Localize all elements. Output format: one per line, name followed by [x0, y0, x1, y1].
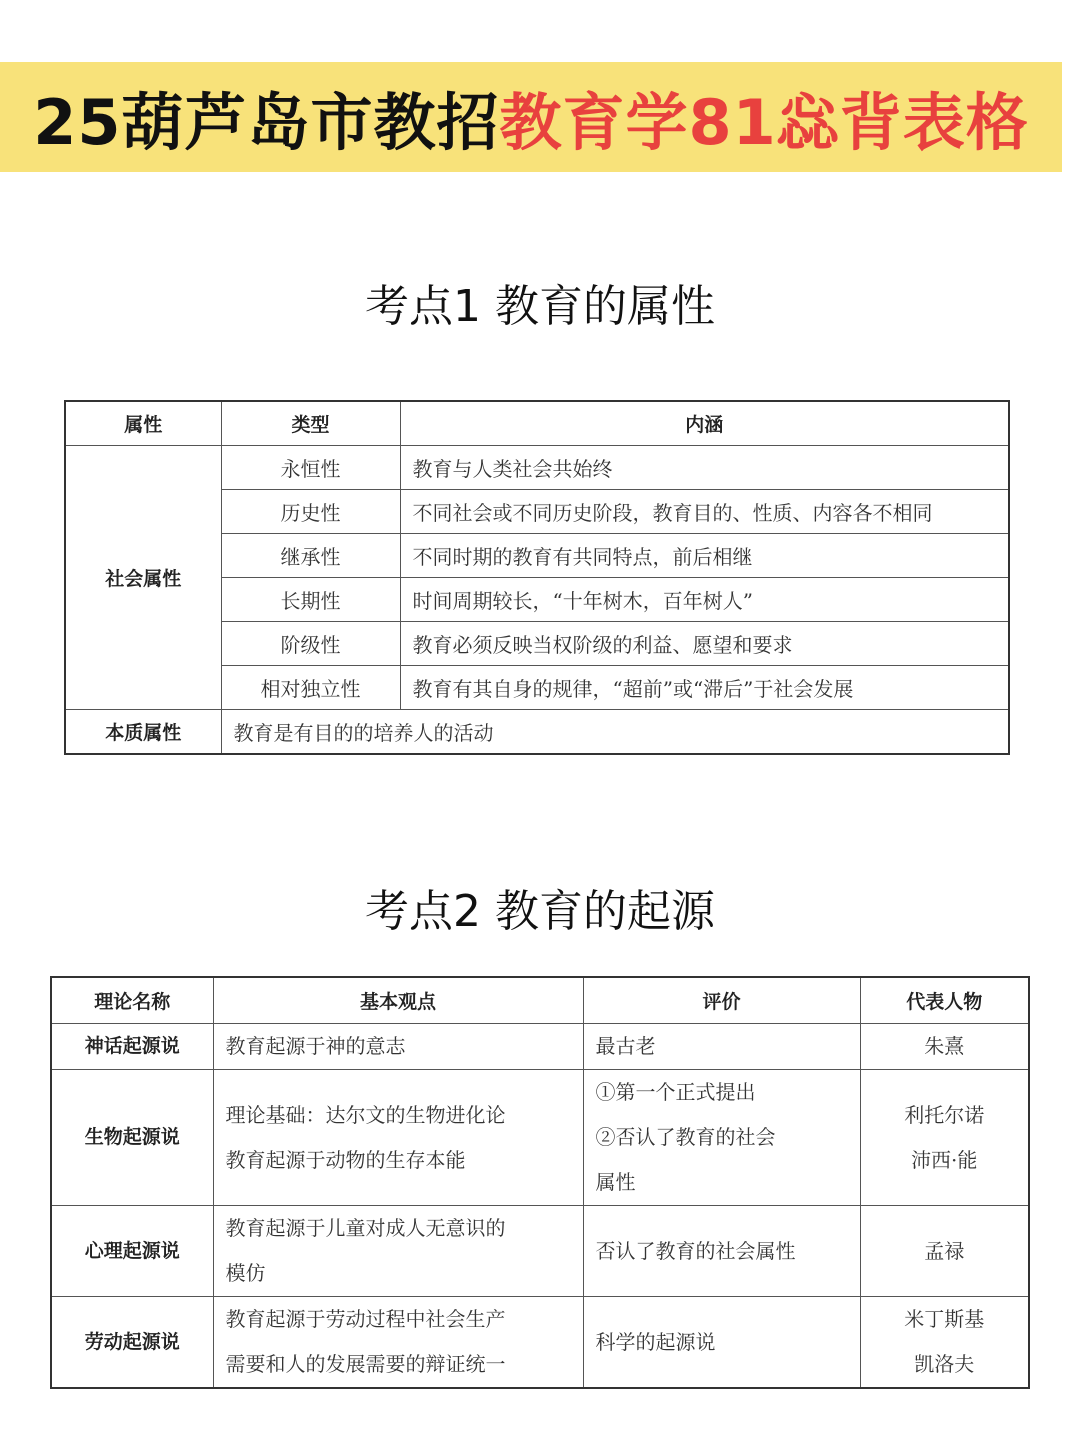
- view-line: 教育起源于儿童对成人无意识的: [225, 1216, 506, 1240]
- section1-title: 考点1 教育的属性: [365, 281, 715, 332]
- view-cell: [213, 1070, 583, 1206]
- person-name: 孟禄: [924, 1238, 965, 1263]
- view-cell: [213, 1297, 583, 1389]
- evaluation-line: 最古老: [595, 1034, 656, 1058]
- essence-attr-cell: 本质属性: [65, 710, 221, 755]
- title-black-part: 25葫芦岛市教招: [33, 85, 500, 159]
- evaluation-cell: [583, 1206, 860, 1297]
- content-cell: 教育有其自身的规律，“超前”或“滞后”于社会发展: [400, 666, 1009, 710]
- content-cell: 时间周期较长，“十年树木，百年树人”: [400, 578, 1009, 622]
- header-theory: 理论名称: [51, 977, 213, 1024]
- theory-name-cell: 心理起源说: [51, 1206, 213, 1297]
- header-attr: 属性: [65, 401, 221, 446]
- table-header-row: [51, 977, 1029, 1024]
- person-name: 朱熹: [924, 1034, 965, 1058]
- header-type: 类型: [221, 401, 400, 446]
- section2-title: 考点2 教育的起源: [365, 886, 715, 937]
- people-cell: [860, 1024, 1029, 1070]
- person-name: 凯洛夫: [914, 1352, 975, 1376]
- view-cell: [213, 1024, 583, 1070]
- essence-content-cell: 教育是有目的的培养人的活动: [221, 710, 1009, 755]
- table-header-row: [65, 401, 1009, 446]
- evaluation-cell: [583, 1297, 860, 1389]
- evaluation-line: 属性: [595, 1170, 636, 1194]
- people-cell: [860, 1297, 1029, 1389]
- type-cell: 阶级性: [221, 622, 400, 666]
- header-content: 内涵: [400, 401, 1009, 446]
- table-row: [51, 1024, 1029, 1070]
- type-cell: 继承性: [221, 534, 400, 578]
- view-line: 教育起源于动物的生存本能: [225, 1147, 466, 1172]
- person-name: 沛西·能: [911, 1147, 978, 1172]
- evaluation-line: 否认了教育的社会属性: [595, 1238, 796, 1263]
- type-cell: 永恒性: [221, 446, 400, 490]
- content-cell: 不同社会或不同历史阶段，教育目的、性质、内容各不相同: [400, 490, 1009, 534]
- table-row: [65, 446, 1009, 490]
- theory-name-cell: 生物起源说: [51, 1070, 213, 1206]
- table-row: [51, 1070, 1029, 1206]
- table-row: [51, 1206, 1029, 1297]
- type-cell: 历史性: [221, 490, 400, 534]
- content-cell: 教育与人类社会共始终: [400, 446, 1009, 490]
- view-cell: [213, 1206, 583, 1297]
- type-cell: 相对独立性: [221, 666, 400, 710]
- content-cell: 不同时期的教育有共同特点，前后相继: [400, 534, 1009, 578]
- person-name: 米丁斯基: [904, 1307, 985, 1331]
- view-line: 模仿: [225, 1261, 266, 1285]
- evaluation-line: ①第一个正式提出: [595, 1080, 756, 1104]
- header-people: 代表人物: [860, 977, 1029, 1024]
- evaluation-cell: [583, 1070, 860, 1206]
- view-line: 教育起源于神的意志: [225, 1034, 406, 1058]
- education-origin-table: [50, 976, 1030, 1389]
- view-line: 理论基础：达尔文的生物进化论: [225, 1102, 506, 1127]
- social-attr-cell: 社会属性: [65, 446, 221, 710]
- people-cell: [860, 1206, 1029, 1297]
- table-row: [51, 1297, 1029, 1389]
- type-cell: 长期性: [221, 578, 400, 622]
- title-red-part: 教育学81惢背表格: [499, 85, 1029, 159]
- people-cell: [860, 1070, 1029, 1206]
- theory-name-cell: 神话起源说: [51, 1024, 213, 1070]
- title-banner: [0, 62, 1062, 172]
- evaluation-cell: [583, 1024, 860, 1070]
- person-name: 利托尔诺: [904, 1102, 985, 1127]
- evaluation-line: ②否认了教育的社会: [595, 1125, 776, 1149]
- theory-name-cell: 劳动起源说: [51, 1297, 213, 1389]
- header-evaluation: 评价: [583, 977, 860, 1024]
- view-line: 需要和人的发展需要的辩证统一: [225, 1352, 506, 1376]
- education-attributes-table: [64, 400, 1010, 755]
- table-row: [65, 710, 1009, 755]
- evaluation-line: 科学的起源说: [595, 1329, 716, 1354]
- view-line: 教育起源于劳动过程中社会生产: [225, 1307, 506, 1331]
- content-cell: 教育必须反映当权阶级的利益、愿望和要求: [400, 622, 1009, 666]
- header-view: 基本观点: [213, 977, 583, 1024]
